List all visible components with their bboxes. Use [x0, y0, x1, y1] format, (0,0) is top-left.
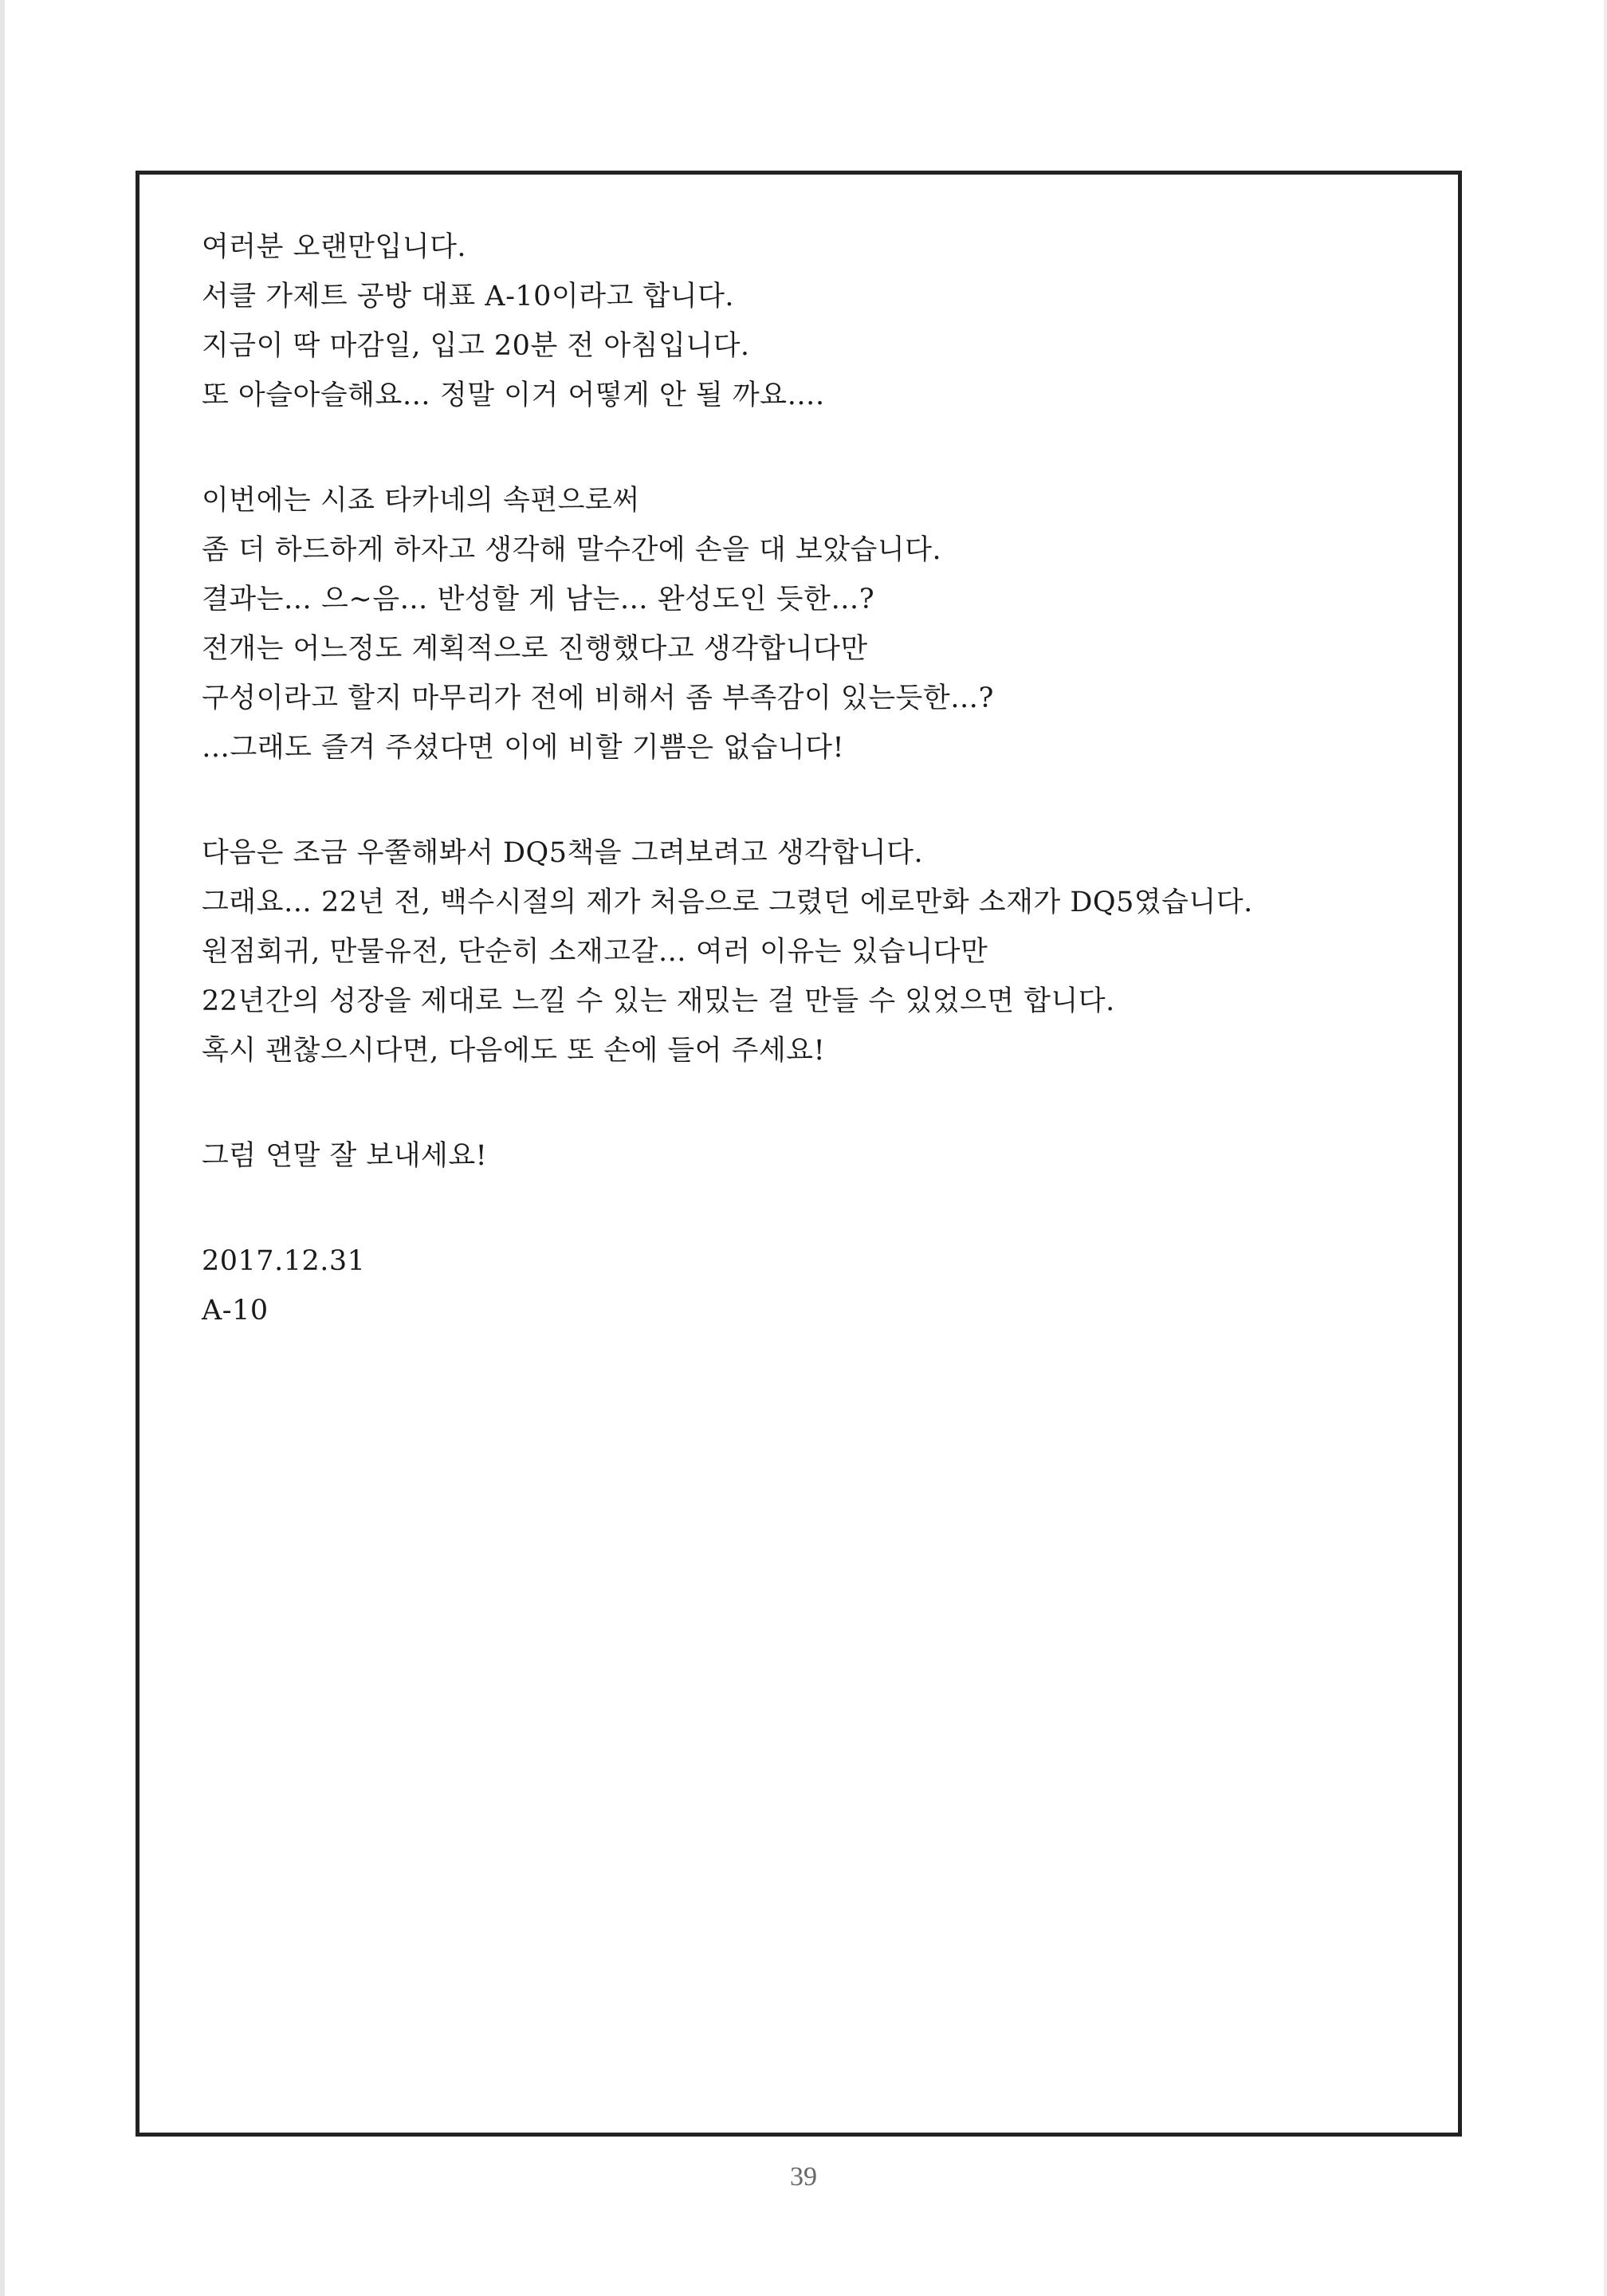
letter-signature: A-10 [202, 1295, 269, 1327]
letter-date: 2017.12.31 [202, 1245, 366, 1277]
paragraph-greeting [202, 222, 1397, 420]
letter-line: 전개는 어느정도 계획적으로 진행했다고 생각합니다만 [202, 633, 868, 665]
letter-line: 다음은 조금 우쭐해봐서 DQ5책을 그려보려고 생각합니다. [202, 837, 924, 869]
letter-line: 구성이라고 할지 마무리가 전에 비해서 좀 부족감이 있는듯한…? [202, 682, 994, 714]
letter-line: 혹시 괜찮으시다면, 다음에도 또 손에 들어 주세요! [202, 1035, 826, 1067]
letter-line: 그래요… 22년 전, 백수시절의 제가 처음으로 그렸던 에로만화 소재가 DQ5였습니다. [202, 887, 1253, 918]
letter-line: 서클 가제트 공방 대표 A-10이라고 합니다. [202, 281, 735, 313]
letter-line: 지금이 딱 마감일, 입고 20분 전 아침입니다. [202, 330, 750, 362]
scan-edge-left [0, 0, 5, 2296]
letter-line: 그럼 연말 잘 보내세요! [202, 1140, 488, 1172]
letter-line: 22년간의 성장을 제대로 느낄 수 있는 재밌는 걸 만들 수 있었으면 합니다. [202, 985, 1115, 1017]
letter-line: 좀 더 하드하게 하자고 생각해 말수간에 손을 대 보았습니다. [202, 534, 942, 566]
paragraph-next-work [202, 828, 1397, 1075]
letter-line: …그래도 즐겨 주셨다면 이에 비할 기쁨은 없습니다! [202, 732, 845, 764]
letter-line: 원점회귀, 만물유전, 단순히 소재고갈… 여러 이유는 있습니다만 [202, 936, 988, 968]
paragraph-current-work [202, 476, 1397, 773]
afterword-letter [202, 222, 1397, 1391]
letter-line: 이번에는 시죠 타카네의 속편으로써 [202, 485, 640, 517]
paragraph-closing [202, 1131, 1397, 1181]
signature-block [202, 1236, 1397, 1335]
letter-line: 또 아슬아슬해요… 정말 이거 어떻게 안 될 까요…. [202, 379, 825, 411]
page-frame [136, 171, 1462, 2137]
scan-edge-right [1604, 0, 1607, 2296]
letter-line: 여러분 오랜만입니다. [202, 231, 467, 263]
letter-line: 결과는… 으~음… 반성할 게 남는… 완성도인 듯한…? [202, 584, 875, 615]
page-number: 39 [790, 2162, 817, 2192]
